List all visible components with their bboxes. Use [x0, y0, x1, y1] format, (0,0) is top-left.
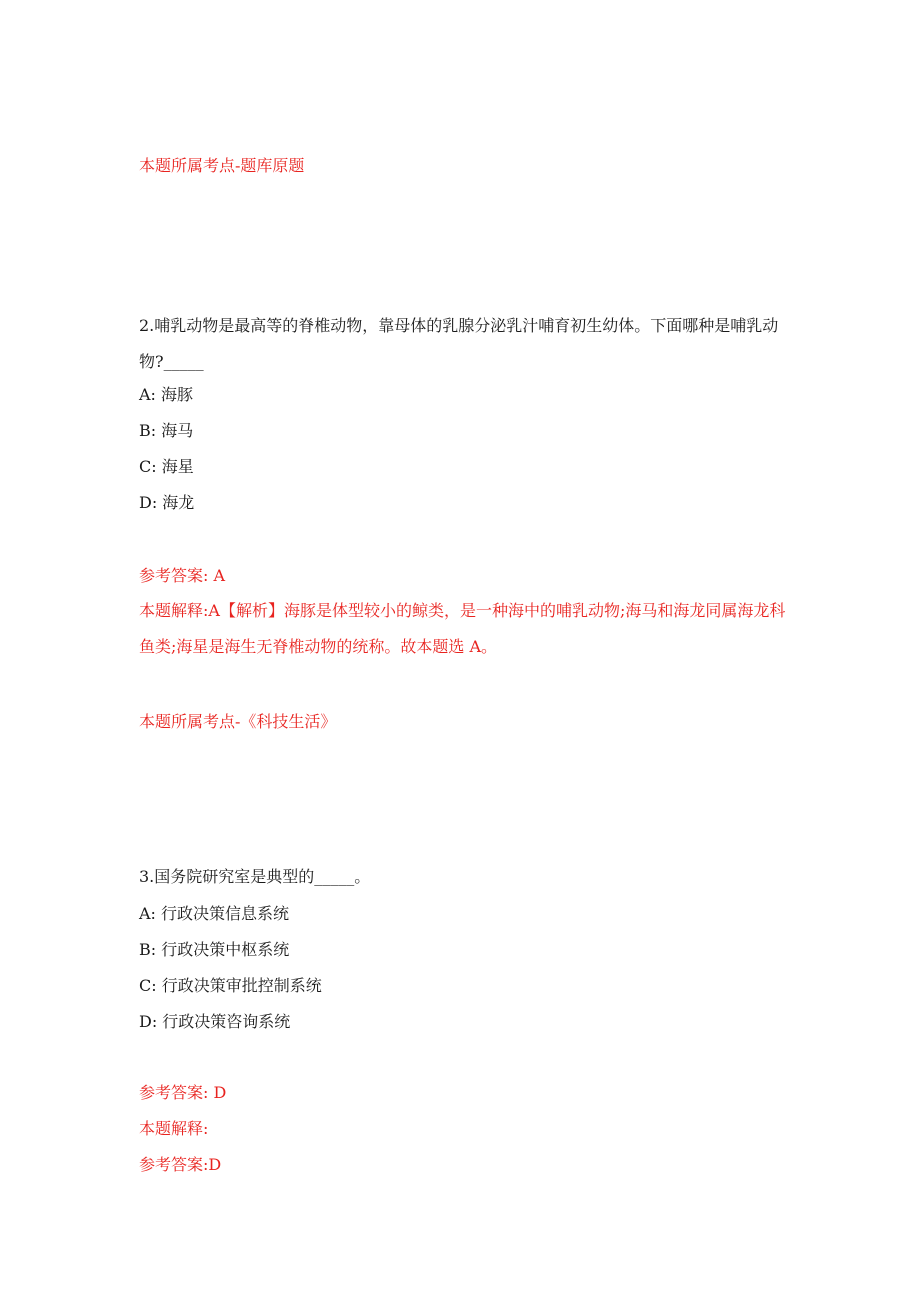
question-2-option-b: B: 海马: [139, 421, 194, 440]
question-2-option-c: C: 海星: [139, 457, 194, 476]
question-3-option-a: A: 行政决策信息系统: [139, 904, 290, 923]
question-3-explanation-label: 本题解释:: [139, 1119, 209, 1138]
question-2-explanation: 本题解释:A【解析】海豚是体型较小的鲸类，是一种海中的哺乳动物;海马和海龙同属海龙科鱼类;海星是海生无脊椎动物的统称。故本题选 A。: [139, 601, 786, 656]
question-3-option-d: D: 行政决策咨询系统: [139, 1012, 291, 1031]
question-3-answer: 参考答案: D: [139, 1083, 227, 1102]
question-2-option-d: D: 海龙: [139, 493, 195, 512]
topic-label-2: 本题所属考点-《科技生活》: [139, 712, 337, 731]
question-3-option-c: C: 行政决策审批控制系统: [139, 976, 322, 995]
question-3-option-b: B: 行政决策中枢系统: [139, 940, 290, 959]
question-2-stem: 2.哺乳动物是最高等的脊椎动物，靠母体的乳腺分泌乳汁哺育初生幼体。下面哪种是哺乳动物?_____: [139, 316, 779, 371]
question-3-stem: 3.国务院研究室是典型的_____。: [139, 867, 371, 886]
question-2-option-a: A: 海豚: [139, 385, 194, 404]
question-3-answer-repeat: 参考答案:D: [139, 1155, 222, 1174]
question-2-answer: 参考答案: A: [139, 566, 226, 585]
topic-label-1: 本题所属考点-题库原题: [139, 156, 305, 175]
